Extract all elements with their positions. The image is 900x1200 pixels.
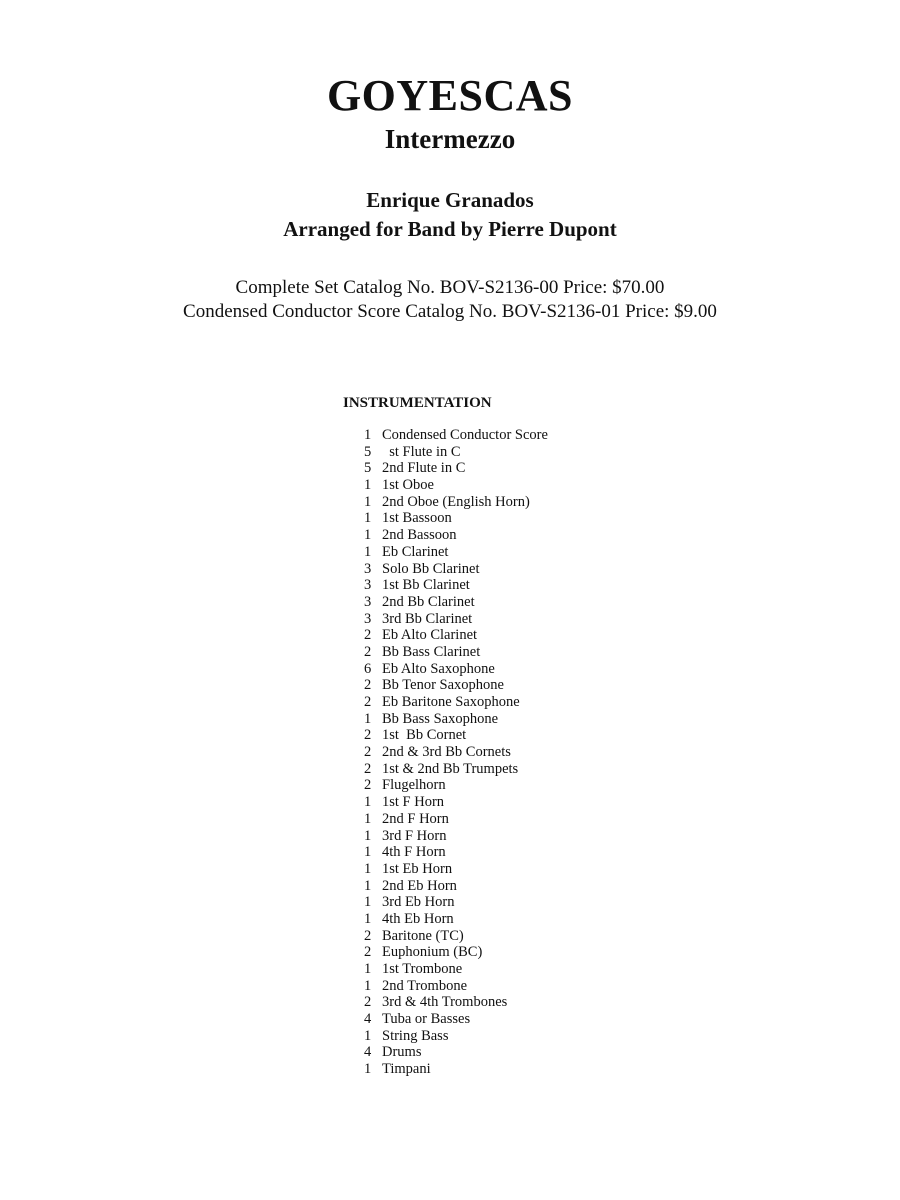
- instrument-row: [360, 844, 548, 861]
- instrument-row: [360, 661, 548, 678]
- instrument-name: Solo Bb Clarinet: [382, 560, 480, 577]
- instrument-name: 2nd F Horn: [382, 810, 449, 827]
- instrument-row: [360, 460, 548, 477]
- page-title: GOYESCAS: [326, 71, 574, 120]
- instrument-quantity: 1: [364, 510, 372, 527]
- instrument-row: [360, 594, 548, 611]
- instrument-quantity: 3: [364, 610, 372, 627]
- instrument-row: [360, 994, 548, 1011]
- instrument-quantity: 2: [364, 744, 372, 761]
- instrument-row: [360, 577, 548, 594]
- instrument-name: Eb Alto Saxophone: [382, 660, 495, 677]
- instrument-name: 2nd Oboe (English Horn): [382, 493, 530, 510]
- instrument-row: [360, 644, 548, 661]
- instrument-quantity: 4: [364, 1044, 372, 1061]
- instrument-name: 1st F Horn: [382, 794, 445, 811]
- instrument-name: Eb Clarinet: [382, 543, 449, 560]
- arranger-credit: Arranged for Band by Pierre Dupont: [283, 217, 617, 241]
- instrument-name: st Flute in C: [382, 443, 461, 460]
- instrument-quantity: 3: [364, 593, 372, 610]
- instrument-row: [360, 510, 548, 527]
- instrument-name: 3rd Bb Clarinet: [382, 610, 473, 627]
- instrument-quantity: 4: [364, 1011, 372, 1028]
- instrument-quantity: 2: [364, 944, 372, 961]
- instrument-row: [360, 894, 548, 911]
- instrument-quantity: 1: [364, 710, 372, 727]
- instrument-quantity: 2: [364, 994, 372, 1011]
- instrument-quantity: 1: [364, 810, 372, 827]
- instrument-name: Eb Baritone Saxophone: [382, 694, 520, 710]
- instrument-name: 1st Eb Horn: [382, 860, 453, 877]
- instrument-quantity: 1: [364, 527, 372, 544]
- instrument-quantity: 1: [364, 1027, 372, 1044]
- instrument-quantity: 3: [364, 560, 372, 577]
- instrument-name: Tuba or Basses: [382, 1011, 471, 1028]
- instrument-quantity: 1: [364, 860, 372, 877]
- instrument-name: 2nd Trombone: [382, 977, 468, 994]
- instrument-row: [360, 811, 548, 828]
- instrument-row: [360, 828, 548, 845]
- instrument-name: 4th F Horn: [382, 844, 446, 861]
- page-subtitle: Intermezzo: [384, 124, 516, 154]
- instrument-row: [360, 677, 548, 694]
- instrument-quantity: 1: [364, 894, 372, 911]
- composer-name: Enrique Granados: [366, 188, 534, 212]
- instrument-quantity: 1: [364, 910, 372, 927]
- instrument-row: [360, 561, 548, 578]
- instrument-name: 1st Bb Cornet: [382, 727, 467, 744]
- instrument-row: [360, 544, 548, 561]
- instrument-row: [360, 627, 548, 644]
- instrument-row: [360, 711, 548, 728]
- instrument-row: [360, 777, 548, 794]
- instrument-row: [360, 1028, 548, 1045]
- instrument-name: Euphonium (BC): [382, 944, 483, 961]
- instrument-name: 3rd & 4th Trombones: [382, 994, 508, 1011]
- instrument-name: Bb Bass Saxophone: [382, 710, 498, 727]
- instrument-name: Timpani: [382, 1061, 431, 1078]
- instrument-row: [360, 761, 548, 778]
- instrument-name: 2nd Bassoon: [382, 527, 457, 544]
- instrument-quantity: 1: [364, 1061, 372, 1078]
- instrument-quantity: 6: [364, 660, 372, 677]
- instrument-name: 2nd & 3rd Bb Cornets: [382, 744, 511, 761]
- instrument-name: String Bass: [382, 1027, 449, 1044]
- instrument-quantity: 1: [364, 827, 372, 844]
- instrument-quantity: 2: [364, 694, 372, 710]
- instrument-row: [360, 477, 548, 494]
- instrument-row: [360, 1061, 548, 1078]
- instrument-row: [360, 727, 548, 744]
- instrument-row: [360, 611, 548, 628]
- instrument-row: [360, 444, 548, 461]
- instrument-name: 1st Bassoon: [382, 510, 452, 527]
- instrument-name: Bb Tenor Saxophone: [382, 677, 504, 694]
- instrument-quantity: 1: [364, 961, 372, 977]
- instrument-quantity: 1: [364, 794, 372, 811]
- instrument-name: 1st & 2nd Bb Trumpets: [382, 760, 519, 777]
- instrument-quantity: 2: [364, 727, 372, 744]
- instrument-quantity: 1: [364, 543, 372, 560]
- instrument-row: [360, 944, 548, 961]
- instrument-name: 3rd Eb Horn: [382, 894, 455, 911]
- instrument-name: 2nd Bb Clarinet: [382, 593, 475, 610]
- catalog-condensed-score: Condensed Conductor Score Catalog No. BOV-S2136-01 Price: $9.00: [183, 301, 717, 322]
- instrument-row: [360, 861, 548, 878]
- instrument-row: [360, 961, 548, 978]
- instrument-name: Bb Bass Clarinet: [382, 643, 481, 660]
- instrument-name: 1st Trombone: [382, 961, 463, 977]
- instrument-quantity: 1: [364, 977, 372, 994]
- instrument-quantity: 2: [364, 927, 372, 944]
- instrument-quantity: 2: [364, 760, 372, 777]
- instrument-quantity: 2: [364, 777, 372, 794]
- instrument-row: [360, 744, 548, 761]
- instrument-name: 2nd Flute in C: [382, 460, 466, 477]
- instrument-row: [360, 527, 548, 544]
- instrumentation-heading: INSTRUMENTATION: [343, 395, 492, 411]
- instrument-name: Baritone (TC): [382, 927, 464, 944]
- instrument-quantity: 1: [364, 477, 372, 494]
- instrument-row: [360, 911, 548, 928]
- instrument-quantity: 3: [364, 577, 372, 594]
- instrument-row: [360, 794, 548, 811]
- instrument-name: Eb Alto Clarinet: [382, 627, 478, 644]
- instrument-name: 3rd F Horn: [382, 827, 447, 844]
- instrument-name: Condensed Conductor Score: [382, 427, 548, 443]
- instrument-quantity: 2: [364, 643, 372, 660]
- instrument-row: [360, 1011, 548, 1028]
- instrument-row: [360, 978, 548, 995]
- instrument-row: [360, 494, 548, 511]
- instrument-quantity: 2: [364, 627, 372, 644]
- instrument-name: 2nd Eb Horn: [382, 877, 457, 894]
- instrument-quantity: 5: [364, 460, 372, 477]
- instrument-name: 1st Oboe: [382, 477, 434, 494]
- instrument-name: 1st Bb Clarinet: [382, 577, 470, 594]
- instrument-row: [360, 694, 548, 711]
- catalog-complete-set: Complete Set Catalog No. BOV-S2136-00 Price: $70.00: [235, 277, 665, 298]
- instrument-name: Flugelhorn: [382, 777, 446, 794]
- instrument-quantity: 1: [364, 493, 372, 510]
- instrument-quantity: 2: [364, 677, 372, 694]
- instrument-name: 4th Eb Horn: [382, 910, 454, 927]
- instrument-row: [360, 427, 548, 444]
- instrument-quantity: 1: [364, 844, 372, 861]
- instrument-quantity: 1: [364, 427, 372, 443]
- instrument-quantity: 5: [364, 443, 372, 460]
- instrument-quantity: 1: [364, 877, 372, 894]
- instrument-row: [360, 878, 548, 895]
- instrument-row: [360, 1044, 548, 1061]
- instrument-name: Drums: [382, 1044, 422, 1061]
- instrument-row: [360, 928, 548, 945]
- instrumentation-list: [360, 427, 548, 1078]
